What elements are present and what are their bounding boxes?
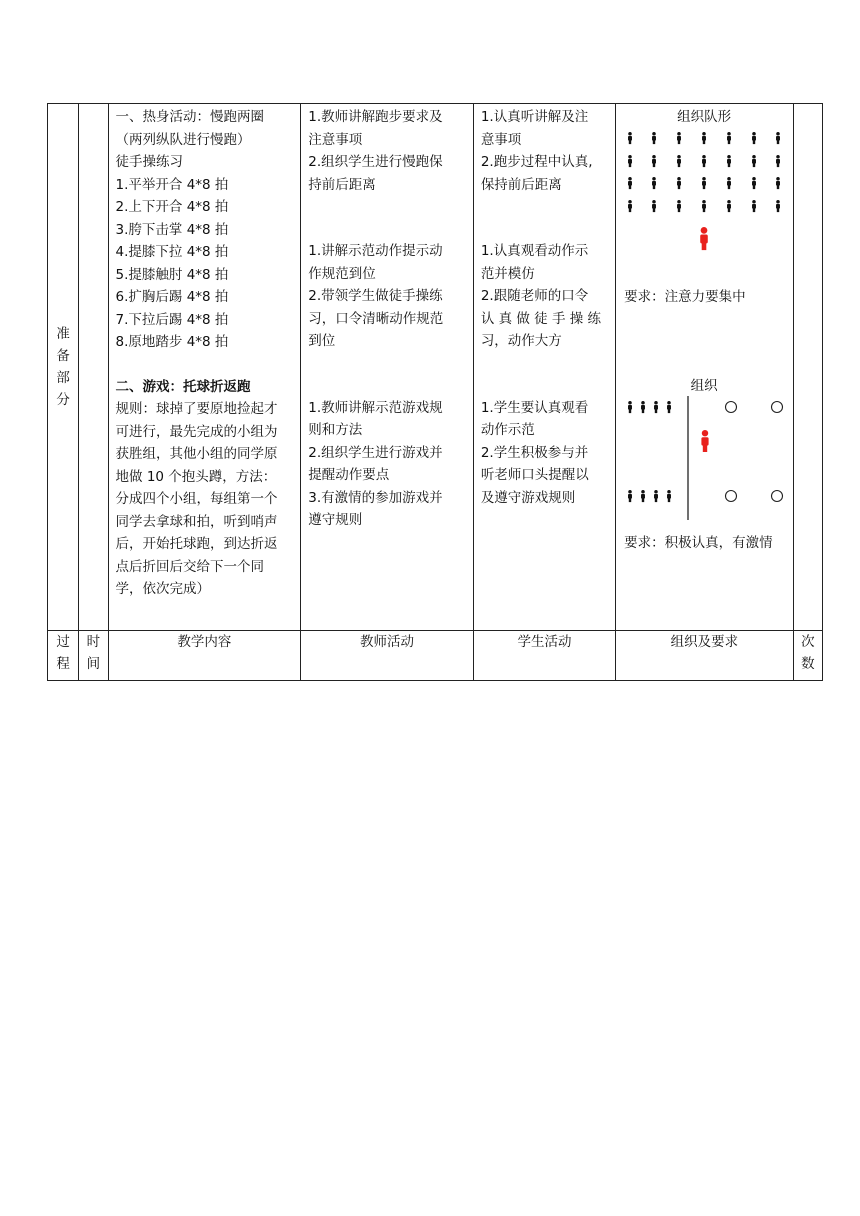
- student-icon: [628, 490, 632, 502]
- header-student: 学生活动: [473, 631, 615, 681]
- game-requirement: 要求：积极认真，有激情: [624, 535, 773, 551]
- student-line: 2.跟随老师的口令: [480, 288, 589, 304]
- student-icon: [752, 132, 756, 144]
- content-line: （两列纵队进行慢跑）: [115, 131, 251, 148]
- content-line: 8.原地踏步 4*8 拍: [115, 334, 229, 350]
- game-rule-line: 分成四个小组，每组第一个: [115, 491, 278, 507]
- header-organization: 组织及要求: [616, 631, 794, 681]
- student-icon: [702, 200, 706, 212]
- student-icon: [702, 155, 706, 167]
- header-count-char: 数: [801, 656, 815, 672]
- student-line: 认 真 做 徒 手 操 练: [480, 310, 602, 327]
- game-rule-line: 点后折回后交给下一个同: [115, 558, 265, 575]
- header-time-char: 间: [86, 656, 101, 672]
- turnaround-marker-icon: [726, 402, 737, 413]
- content-line: 一、热身活动：慢跑两圈: [115, 109, 265, 125]
- header-process-char: 过: [56, 634, 70, 650]
- turnaround-marker-icon: [772, 491, 783, 502]
- student-line: 1.认真听讲解及注: [480, 109, 589, 125]
- teacher-line: 2.组织学生进行慢跑保: [308, 154, 443, 170]
- formation-requirement: 要求：注意力要集中: [624, 289, 746, 305]
- student-icon: [652, 177, 656, 189]
- teacher-line: 1.教师讲解跑步要求及: [308, 109, 443, 125]
- header-process-char: 程: [56, 656, 70, 672]
- game-rule-line: 后，开始托球跑，到达折返: [115, 536, 278, 552]
- teacher-line: 提醒动作要点: [308, 467, 390, 483]
- teacher-icon: [701, 430, 708, 452]
- student-icon: [667, 490, 671, 502]
- student-icon: [677, 132, 681, 144]
- turnaround-marker-icon: [726, 491, 737, 502]
- header-content: 教学内容: [108, 631, 301, 681]
- teacher-line: 持前后距离: [308, 176, 376, 193]
- turnaround-marker-icon: [772, 402, 783, 413]
- student-icon: [667, 401, 671, 413]
- student-icon: [776, 177, 780, 189]
- teacher-line: 1.讲解示范动作提示动: [308, 243, 443, 259]
- process-cell: [48, 104, 79, 631]
- count-cell: [793, 104, 822, 631]
- time-cell: [79, 104, 108, 631]
- teacher-line: 则和方法: [308, 422, 363, 438]
- student-icon: [641, 401, 645, 413]
- student-icon: [677, 200, 681, 212]
- student-line: 1.学生要认真观看: [480, 399, 589, 416]
- student-icon: [752, 200, 756, 212]
- student-icon: [628, 177, 632, 189]
- student-line: 保持前后距离: [480, 176, 562, 193]
- student-icon: [654, 490, 658, 502]
- warmup-formation: [628, 132, 780, 250]
- process-char: 备: [56, 348, 70, 364]
- process-char: 分: [56, 392, 70, 408]
- lesson-plan-table: [47, 103, 823, 681]
- student-line: 及遵守游戏规则: [480, 489, 576, 506]
- organization-cell: [616, 104, 794, 631]
- content-line: 3.胯下击掌 4*8 拍: [115, 221, 229, 238]
- relay-formation: [628, 396, 782, 520]
- teacher-line: 3.有激情的参加游戏并: [308, 489, 443, 506]
- student-icon: [702, 132, 706, 144]
- process-char: 准: [56, 326, 70, 342]
- content-line: 1.平举开合 4*8 拍: [115, 176, 229, 193]
- header-time-char: 时: [86, 634, 101, 650]
- header-count: [793, 631, 822, 681]
- content-line: 4.提膝下拉 4*8 拍: [115, 244, 229, 260]
- student-icon: [641, 490, 645, 502]
- content-cell: [108, 104, 301, 631]
- process-char: 部: [56, 370, 70, 386]
- game-rule-line: 学，依次完成）: [115, 581, 211, 597]
- student-icon: [776, 200, 780, 212]
- student-line: 范并模仿: [480, 265, 535, 282]
- game-rule-line: 获胜组，其他小组的同学原: [115, 446, 278, 462]
- student-icon: [776, 155, 780, 167]
- student-icon: [727, 155, 731, 167]
- student-icon: [727, 177, 731, 189]
- student-line: 2.学生积极参与并: [480, 444, 589, 461]
- game-rule-line: 规则：球掉了要原地捡起才: [115, 401, 278, 417]
- student-icon: [652, 155, 656, 167]
- student-icon: [727, 132, 731, 144]
- teacher-line: 2.带领学生做徒手操练: [308, 288, 443, 304]
- student-activity-cell: [473, 104, 615, 631]
- student-icon: [654, 401, 658, 413]
- student-line: 1.认真观看动作示: [480, 243, 589, 259]
- preparation-row: [48, 104, 823, 631]
- header-teacher: 教师活动: [301, 631, 474, 681]
- teacher-line: 1.教师讲解示范游戏规: [308, 399, 443, 416]
- student-icon: [628, 401, 632, 413]
- content-line: 6.扩胸后踢 4*8 拍: [115, 289, 229, 305]
- teacher-line: 注意事项: [308, 131, 363, 148]
- student-icon: [677, 155, 681, 167]
- header-row: [48, 631, 823, 681]
- student-icon: [628, 132, 632, 144]
- student-icon: [652, 200, 656, 212]
- game-rule-line: 可进行，最先完成的小组为: [115, 423, 278, 440]
- student-icon: [776, 132, 780, 144]
- header-time: [79, 631, 108, 681]
- content-line: 5.提膝触肘 4*8 拍: [115, 266, 229, 283]
- student-icon: [702, 177, 706, 189]
- teacher-line: 2.组织学生进行游戏并: [308, 444, 443, 461]
- teacher-line: 遵守规则: [308, 512, 363, 528]
- game-rule-line: 同学去拿球和拍，听到哨声: [115, 513, 278, 530]
- content-line: 7.下拉后踢 4*8 拍: [115, 311, 229, 328]
- teacher-line: 习，口令清晰动作规范: [308, 310, 444, 327]
- game-title: 二、游戏：托球折返跑: [115, 378, 251, 395]
- header-process: [48, 631, 79, 681]
- student-line: 意事项: [480, 131, 522, 148]
- student-icon: [752, 177, 756, 189]
- teacher-line: 作规范到位: [308, 265, 376, 282]
- teacher-activity-cell: [301, 104, 474, 631]
- process-label: [48, 104, 78, 630]
- student-icon: [628, 200, 632, 212]
- formation-title: 组织队形: [677, 109, 732, 125]
- student-icon: [727, 200, 731, 212]
- teacher-icon: [700, 227, 708, 250]
- content-line: 徒手操练习: [115, 154, 184, 170]
- header-count-char: 次: [801, 634, 815, 650]
- game-organization-title: 组织: [690, 378, 718, 394]
- student-line: 听老师口头提醒以: [480, 467, 589, 483]
- student-icon: [752, 155, 756, 167]
- student-line: 2.跑步过程中认真,: [480, 154, 593, 170]
- teacher-line: 到位: [308, 333, 336, 349]
- student-line: 习，动作大方: [480, 333, 562, 349]
- student-icon: [652, 132, 656, 144]
- game-rule-line: 地做 10 个抱头蹲，方法：: [115, 468, 277, 485]
- student-line: 动作示范: [480, 422, 535, 438]
- student-icon: [628, 155, 632, 167]
- student-icon: [677, 177, 681, 189]
- content-line: 2.上下开合 4*8 拍: [115, 199, 229, 215]
